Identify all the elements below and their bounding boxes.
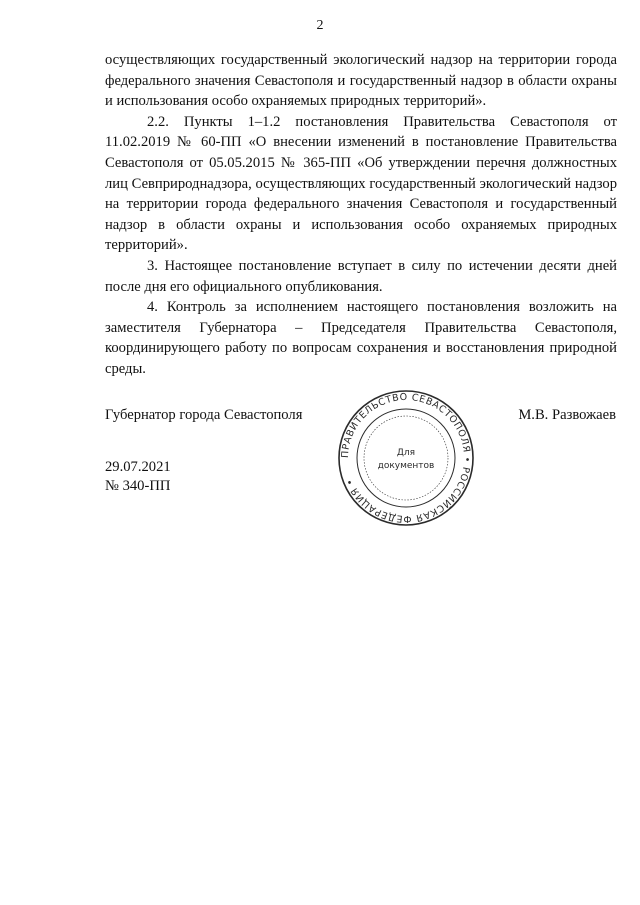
- paragraph-4: 4. Контроль за исполнением настоящего постановления возложить на заместителя Губернатора – Председателя Правительства Севастополя, координирующего работу по вопросам сохранения и восстановления природной среды.: [105, 299, 617, 377]
- document-body: [105, 50, 617, 380]
- document-number: № 340-ПП: [105, 478, 171, 494]
- stamp-inner-ring: [357, 409, 455, 507]
- signatory-name: М.В. Развожаев: [518, 407, 616, 423]
- stamp-micro-ring: [364, 416, 448, 500]
- document-registration: [105, 458, 171, 496]
- paragraph-2-2: 2.2. Пункты 1–1.2 постановления Правительства Севастополя от 11.02.2019 № 60-ПП «О внесении изменений в постановление Правительства Севастополя от 05.05.2015 № 365-ПП «Об утверждении перечня должностных лиц Севприроднадзора, осуществляющих государственный экологический надзор на территории города федерального значения Севастополя и государственный надзор в области охраны и использования особо охраняемых природных территорий».: [105, 113, 617, 254]
- paragraph-3: 3. Настоящее постановление вступает в силу по истечении десяти дней после дня его официального опубликования.: [105, 257, 617, 295]
- official-seal-stamp: [336, 388, 476, 528]
- stamp-outer-text: ПРАВИТЕЛЬСТВО СЕВАСТОПОЛЯ • РОССИЙСКАЯ ФЕДЕРАЦИЯ •: [339, 391, 473, 525]
- signatory-position: Губернатор города Севастополя: [105, 407, 303, 423]
- paragraph-continuation: осуществляющих государственный экологический надзор на территории города федерального значения Севастополя и государственный надзор в области охраны и использования особо охраняемых природных территорий».: [105, 52, 617, 110]
- page-number: 2: [316, 18, 324, 33]
- stamp-center-line2: документов: [377, 461, 435, 471]
- document-date: 29.07.2021: [105, 459, 171, 475]
- stamp-center-line1: Для: [396, 448, 416, 458]
- stamp-outer-ring: [339, 391, 473, 525]
